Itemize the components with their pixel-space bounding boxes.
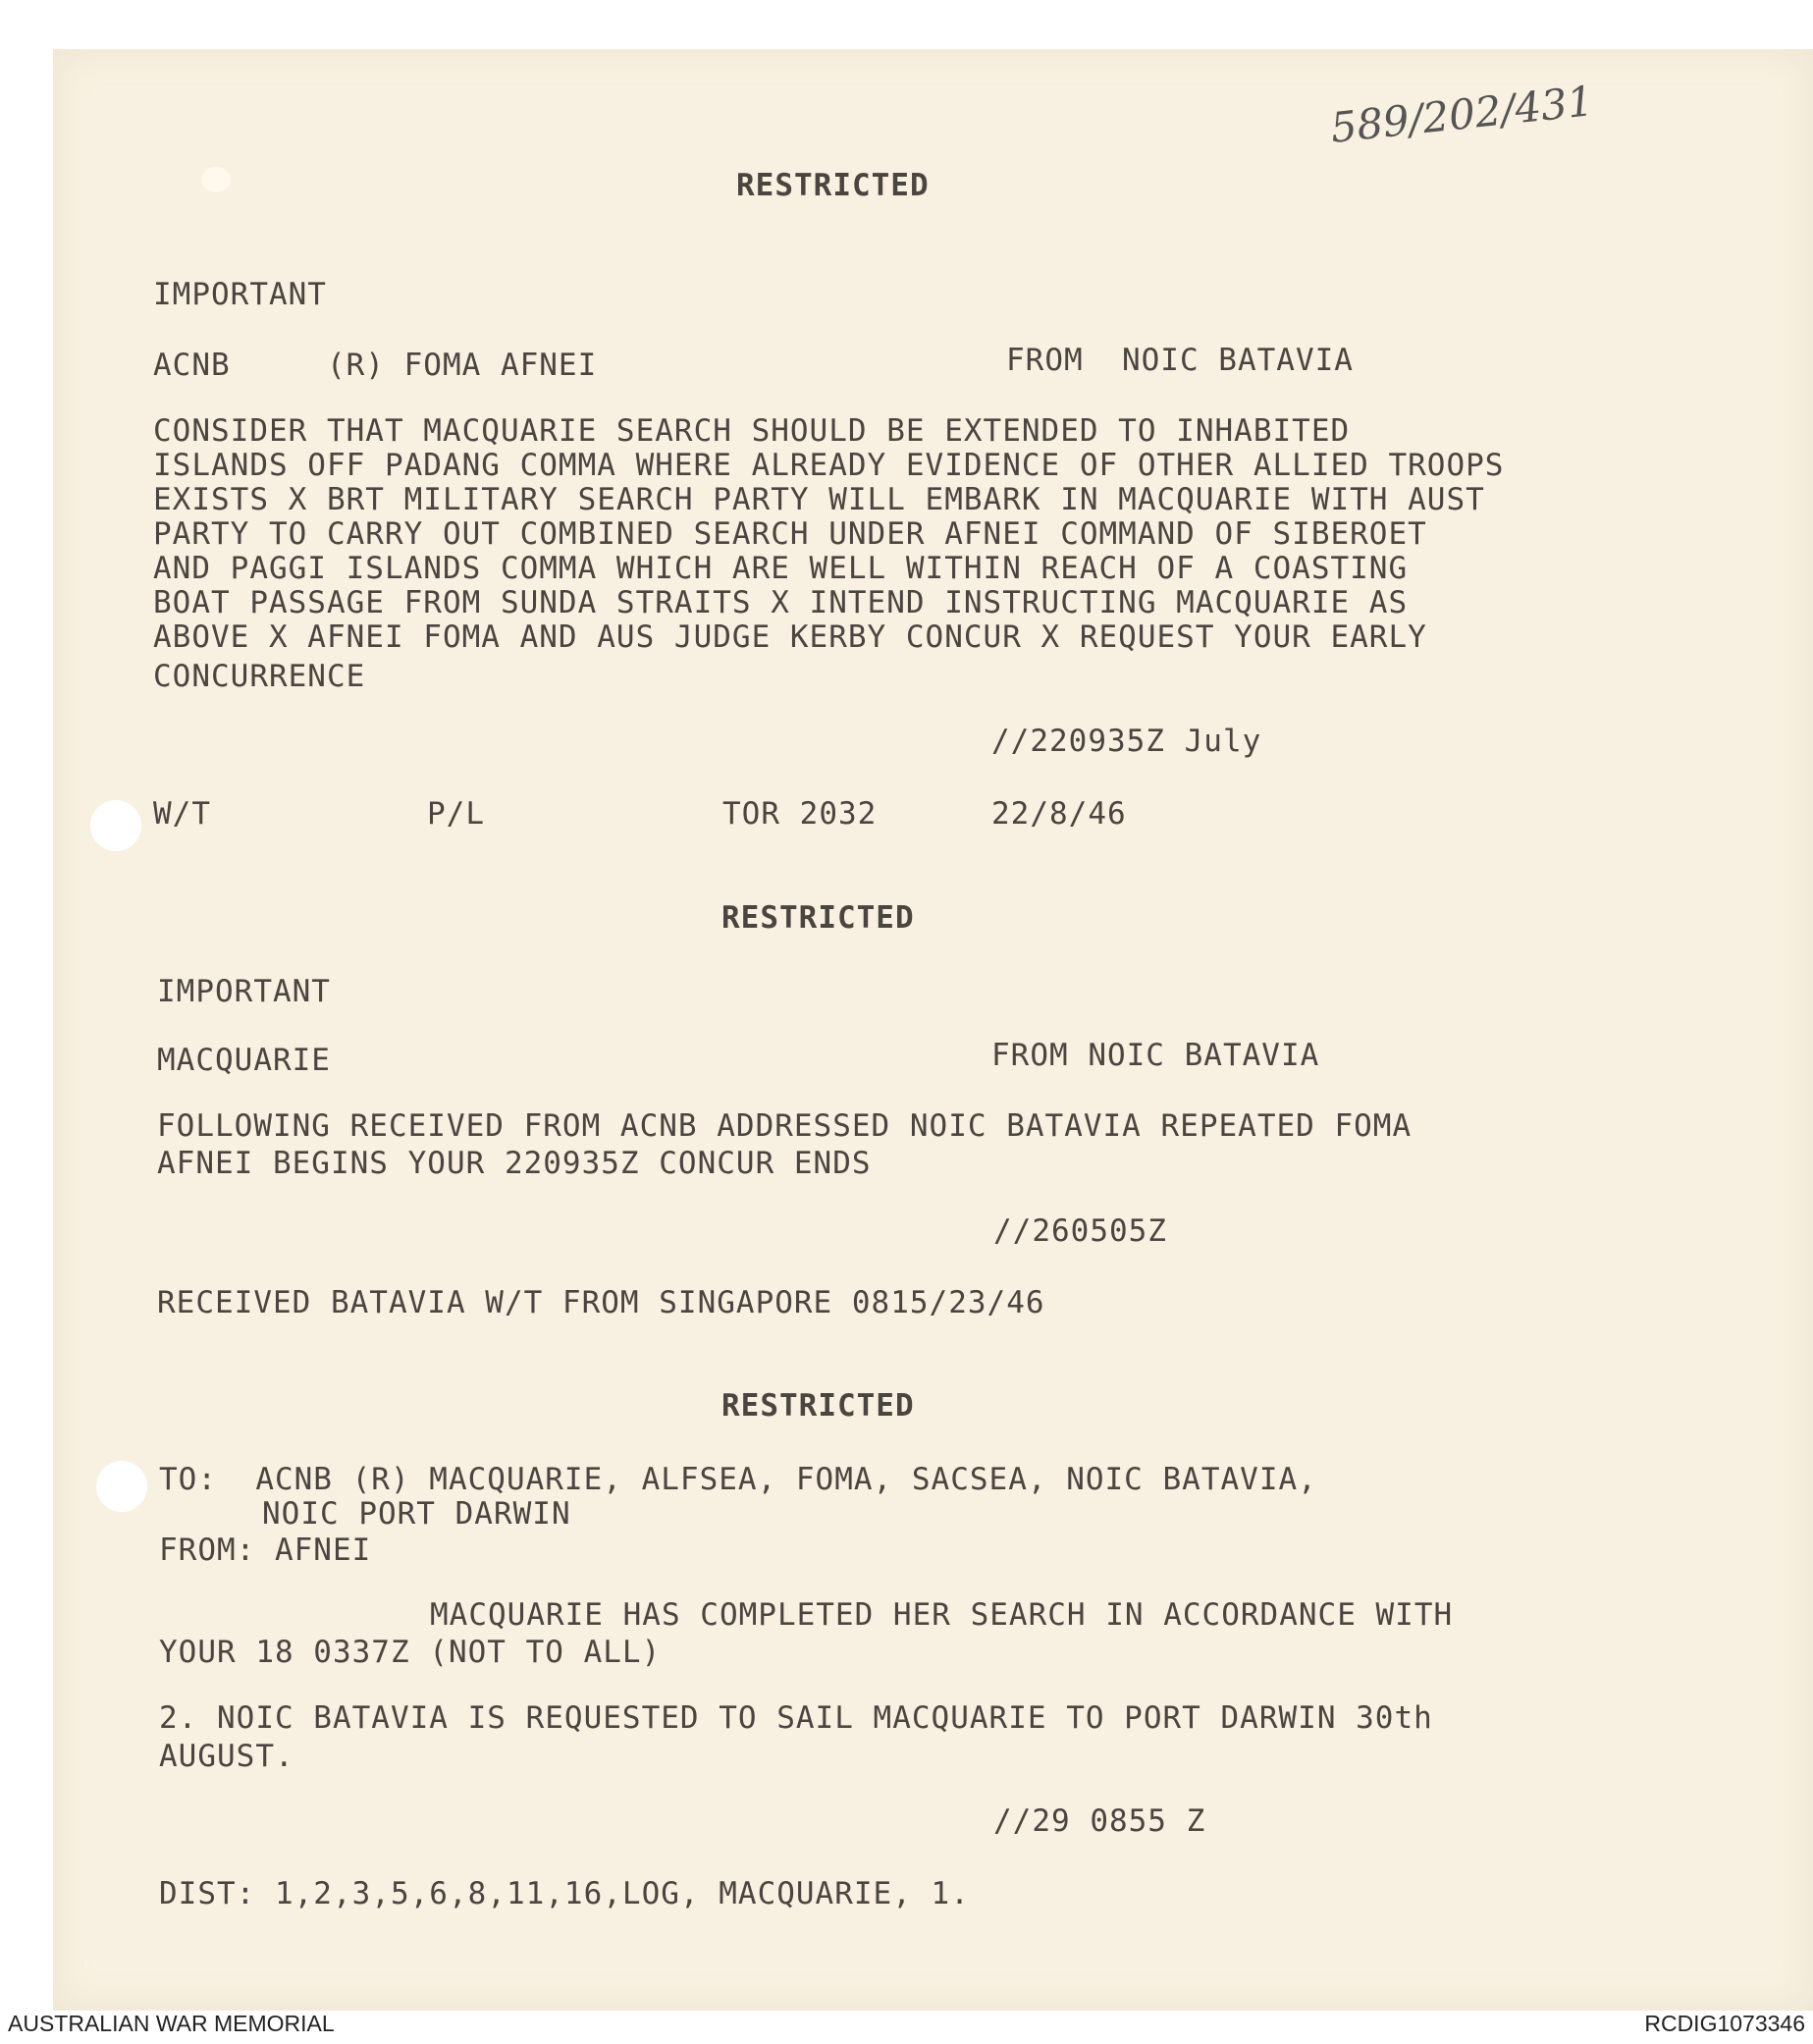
msg2-body-line: AFNEI BEGINS YOUR 220935Z CONCUR ENDS — [157, 1146, 872, 1181]
msg3-classification: RESTRICTED — [721, 1388, 915, 1424]
msg1-priority: IMPORTANT — [153, 277, 327, 312]
msg1-date: 22/8/46 — [991, 796, 1127, 832]
msg3-paragraph-line: YOUR 18 0337Z (NOT TO ALL) — [159, 1635, 662, 1670]
msg2-from: FROM NOIC BATAVIA — [991, 1038, 1320, 1073]
msg1-classification: RESTRICTED — [736, 168, 930, 203]
msg1-from: FROM NOIC BATAVIA — [1006, 343, 1354, 378]
msg2-body-line: FOLLOWING RECEIVED FROM ACNB ADDRESSED NOIC BATAVIA REPEATED FOMA — [157, 1108, 1413, 1144]
msg1-wt: W/T — [153, 796, 211, 832]
msg3-from: FROM: AFNEI — [159, 1533, 372, 1568]
msg1-body-line: BOAT PASSAGE FROM SUNDA STRAITS X INTEND INSTRUCTING MACQUARIE AS — [153, 585, 1409, 620]
msg1-body-line: ABOVE X AFNEI FOMA AND AUS JUDGE KERBY CONCUR X REQUEST YOUR EARLY — [153, 619, 1427, 655]
msg3-distribution: DIST: 1,2,3,5,6,8,11,16,LOG, MACQUARIE, 1. — [159, 1876, 970, 1911]
msg3-to-line: TO: ACNB (R) MACQUARIE, ALFSEA, FOMA, SACSEA, NOIC BATAVIA, — [159, 1462, 1317, 1497]
msg1-body-line: AND PAGGI ISLANDS COMMA WHICH ARE WELL WITHIN REACH OF A COASTING — [153, 551, 1409, 586]
handwritten-file-number: 589/202/431 — [1328, 77, 1596, 152]
msg1-body-line: PARTY TO CARRY OUT COMBINED SEARCH UNDER AFNEI COMMAND OF SIBEROET — [153, 516, 1427, 552]
msg2-priority: IMPORTANT — [157, 974, 331, 1009]
msg1-body-line: ISLANDS OFF PADANG COMMA WHERE ALREADY EVIDENCE OF OTHER ALLIED TROOPS — [153, 448, 1505, 483]
msg2-received: RECEIVED BATAVIA W/T FROM SINGAPORE 0815/23/46 — [157, 1285, 1045, 1320]
msg1-body-line: CONCURRENCE — [153, 659, 366, 694]
msg1-dtg: //220935Z July — [991, 724, 1262, 759]
msg1-body-line: EXISTS X BRT MILITARY SEARCH PARTY WILL EMBARK IN MACQUARIE WITH AUST — [153, 482, 1485, 517]
msg3-paragraph-line: AUGUST. — [159, 1739, 294, 1774]
punch-hole-bottom — [96, 1461, 147, 1512]
msg1-tor: TOR 2032 — [722, 796, 878, 832]
msg3-paragraph-line: MACQUARIE HAS COMPLETED HER SEARCH IN ACCORDANCE WITH — [430, 1597, 1454, 1633]
msg3-dtg: //29 0855 Z — [993, 1803, 1206, 1839]
footer-source: AUSTRALIAN WAR MEMORIAL — [8, 2011, 335, 2036]
punch-hole-top — [90, 800, 141, 851]
msg1-pl: P/L — [427, 796, 485, 832]
msg3-paragraph-line: 2. NOIC BATAVIA IS REQUESTED TO SAIL MACQUARIE TO PORT DARWIN 30th — [159, 1700, 1433, 1736]
msg3-to-line: NOIC PORT DARWIN — [262, 1496, 571, 1532]
paper-stain — [201, 167, 231, 192]
msg2-addressee: MACQUARIE — [157, 1043, 331, 1078]
msg2-dtg: //260505Z — [993, 1213, 1167, 1249]
msg1-body-line: CONSIDER THAT MACQUARIE SEARCH SHOULD BE EXTENDED TO INHABITED — [153, 413, 1351, 449]
msg2-classification: RESTRICTED — [721, 900, 915, 936]
msg1-addressees: ACNB (R) FOMA AFNEI — [153, 348, 598, 383]
footer-record-id: RCDIG1073346 — [1644, 2011, 1805, 2036]
